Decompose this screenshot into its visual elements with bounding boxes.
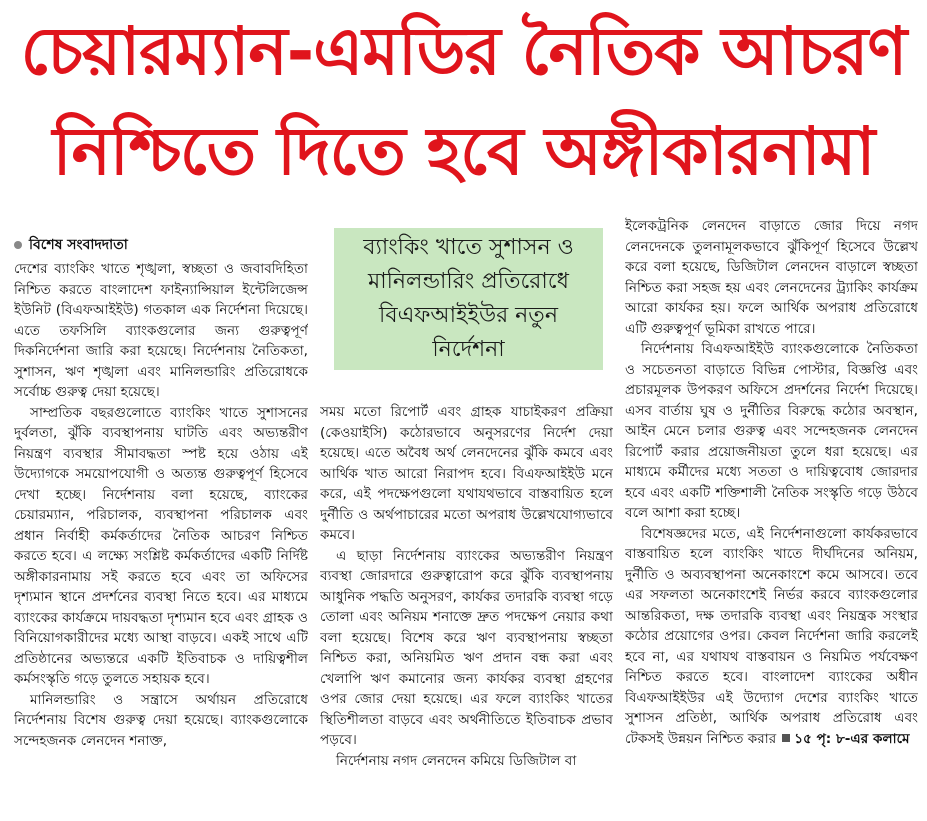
paragraph: নির্দেশনায় নগদ লেনদেন কমিয়ে ডিজিটাল বা	[336, 752, 577, 769]
continuation-note[interactable]: ১৫ পৃ: ৮-এর কলামে	[794, 730, 910, 747]
paragraph-text: বিশেষজ্ঞদের মতে, এই নির্দেশনাগুলো কার্যকরভাবে বাস্তবায়িত হলে ব্যাংকিং খাতে দীর্ঘদিনের অনিয়ম, দুর্নীতি ও অব্যবস্থাপনা অনেকাংশে কমে আসবে। তবে এর সফলতা অনেকাংশেই নির্ভর করবে ব্যাংকগুলোর আন্তরিকতা, দক্ষ তদারকি ব্যবস্থা এবং নিয়ন্ত্রক সংস্থার কঠোর প্রয়োগের ওপর। কেবল নির্দেশনা জারি করলেই হবে না, এর যথাযথ বাস্তবায়ন ও নিয়মিত পর্যবেক্ষণ নিশ্চিত করতে হবে। বাংলাদেশ ব্যাংকের অধীন বিএফআইইউর এই উদ্যোগ দেশের ব্যাংকিং খাতে সুশাসন প্রতিষ্ঠা, আর্থিক অপরাধ প্রতিরোধ এবং টেকসই উন্নয়ন নিশ্চিত করার	[625, 525, 918, 747]
headline-line-2: নিশ্চিতে দিতে হবে অঙ্গীকারনামা	[52, 113, 875, 190]
paragraph: দেশের ব্যাংকিং খাতে শৃঙ্খলা, স্বচ্ছতা ও জবাবদিহিতা নিশ্চিত করতে বাংলাদেশ ফাইন্যান্সিয়াল ইন্টেলিজেন্স ইউনিট (বিএফআইইউ) গতকাল এক নির্দেশনা দিয়েছে। এতে তফসিলি ব্যাংকগুলোর জন্য গুরুত্বপূর্ণ দিকনির্দেশনা জারি করা হয়েছে। নির্দেশনায় নৈতিকতা, সুশাসন, ঋণ শৃঙ্খলা এবং মানিলন্ডারিং প্রতিরোধকে সর্বোচ্চ গুরুত্ব দেয়া হয়েছে।	[14, 261, 308, 400]
article-column-1	[14, 259, 308, 814]
article-column-3	[625, 216, 918, 814]
byline	[14, 233, 128, 257]
paragraph	[625, 524, 918, 750]
headline-line-1: চেয়ারম্যান-এমডির নৈতিক আচরণ	[20, 13, 907, 90]
square-bullet-icon	[782, 734, 790, 742]
bullet-icon	[14, 241, 22, 249]
paragraph: সময় মতো রিপোর্ট এবং গ্রাহক যাচাইকরণ প্রক্রিয়া (কেওয়াইসি) কঠোরভাবে অনুসরণের নির্দেশ দেয়া হয়েছে। এতে অবৈধ অর্থ লেনদেনের ঝুঁকি কমবে এবং আর্থিক খাত আরো নিরাপদ হবে। বিএফআইইউ মনে করে, এই পদক্ষেপগুলো যথাযথভাবে বাস্তবায়িত হলে দুর্নীতি ও অর্থপাচারের মতো অপরাধ উল্লেখযোগ্যভাবে কমবে।	[320, 404, 613, 543]
paragraph: মানিলন্ডারিং ও সন্ত্রাসে অর্থায়ন প্রতিরোধে নির্দেশনায় বিশেষ গুরুত্ব দেয়া হয়েছে। ব্যাংকগুলোকে সন্দেহজনক লেনদেন শনাক্ত,	[14, 691, 308, 749]
paragraph: নির্দেশনায় বিএফআইইউ ব্যাংকগুলোকে নৈতিকতা ও সচেতনতা বাড়াতে বিভিন্ন পোস্টার, বিজ্ঞপ্তি এবং প্রচারমূলক উপকরণ অফিসে প্রদর্শনের নির্দেশ দিয়েছে। এসব বার্তায় ঘুষ ও দুর্নীতির বিরুদ্ধে কঠোর অবস্থান, আইন মেনে চলার গুরুত্ব এবং সন্দেহজনক লেনদেন রিপোর্ট করার প্রয়োজনীয়তা তুলে ধরা হয়েছে। এর মাধ্যমে কর্মীদের মধ্যে সততা ও দায়িত্ববোধ জোরদার হবে এবং একটি শক্তিশালী নৈতিক সংস্কৃতি গড়ে উঠবে বলে আশা করা হচ্ছে।	[625, 341, 918, 521]
article-column-2	[320, 402, 613, 812]
paragraph: ইলেকট্রনিক লেনদেন বাড়াতে জোর দিয়ে নগদ লেনদেনকে তুলনামূলকভাবে ঝুঁকিপূর্ণ হিসেবে উল্লেখ করে বলা হয়েছে, ডিজিটাল লেনদেন বাড়ালে স্বচ্ছতা নিশ্চিত করা সহজ হয় এবং লেনদেনের ট্র্যাকিং কার্যক্রম আরো কার্যকর হয়। ফলে আর্থিক অপরাধ প্রতিরোধে এটি গুরুত্বপূর্ণ ভূমিকা রাখতে পারে।	[625, 218, 918, 337]
highlight-box	[334, 228, 603, 370]
highlight-box-text: ব্যাংকিং খাতে সুশাসন ও মানিলন্ডারিং প্রতিরোধে বিএফআইইউর নতুন নির্দেশনা	[363, 235, 574, 362]
paragraph: এ ছাড়া নির্দেশনায় ব্যাংকের অভ্যন্তরীণ নিয়ন্ত্রণ ব্যবস্থা জোরদারে গুরুত্বারোপ করে ঝুঁকি ব্যবস্থাপনায় আধুনিক পদ্ধতি অনুসরণ, কার্যকর তদারকি ব্যবস্থা গড়ে তোলা এবং অনিয়ম শনাক্তে দ্রুত পদক্ষেপ নেয়ার কথা বলা হয়েছে। বিশেষ করে ঋণ ব্যবস্থাপনায় স্বচ্ছতা নিশ্চিত করা, অনিয়মিত ঋণ প্রদান বন্ধ করা এবং খেলাপি ঋণ কমানোর জন্য কার্যকর ব্যবস্থা গ্রহণের ওপর জোর দেয়া হয়েছে। এর ফলে ব্যাংকিং খাতের স্থিতিশীলতা বাড়বে এবং অর্থনীতিতে ইতিবাচক প্রভাব পড়বে।	[320, 547, 613, 748]
paragraph: সাম্প্রতিক বছরগুলোতে ব্যাংকিং খাতে সুশাসনের দুর্বলতা, ঝুঁকি ব্যবস্থাপনায় ঘাটতি এবং অভ্যন্তরীণ নিয়ন্ত্রণ ব্যবস্থার সীমাবদ্ধতা স্পষ্ট হয়ে ওঠায় এই উদ্যোগকে সময়োপযোগী ও অত্যন্ত গুরুত্বপূর্ণ হিসেবে দেখা হচ্ছে। নির্দেশনায় বলা হয়েছে, ব্যাংকের চেয়ারম্যান, পরিচালক, ব্যবস্থাপনা পরিচালক এবং প্রধান নির্বাহী কর্মকর্তাদের নৈতিক আচরণ নিশ্চিত করতে হবে। এ লক্ষ্যে সংশ্লিষ্ট কর্মকর্তাদের একটি নির্দিষ্ট অঙ্গীকারনামায় সই করতে হবে এবং তা অফিসের দৃশ্যমান স্থানে প্রদর্শনের ব্যবস্থা নিতে হবে। এর মাধ্যমে ব্যাংকের কার্যক্রমে দায়বদ্ধতা দৃশ্যমান হবে এবং গ্রাহক ও বিনিয়োগকারীদের মধ্যে আস্থা বাড়বে। একই সাথে এটি প্রতিষ্ঠানের অভ্যন্তরে একটি ইতিবাচক ও দায়িত্বশীল কর্মসংস্কৃতি গড়ে তুলতে সহায়ক হবে।	[14, 404, 308, 687]
byline-text: বিশেষ সংবাদদাতা	[29, 237, 128, 253]
